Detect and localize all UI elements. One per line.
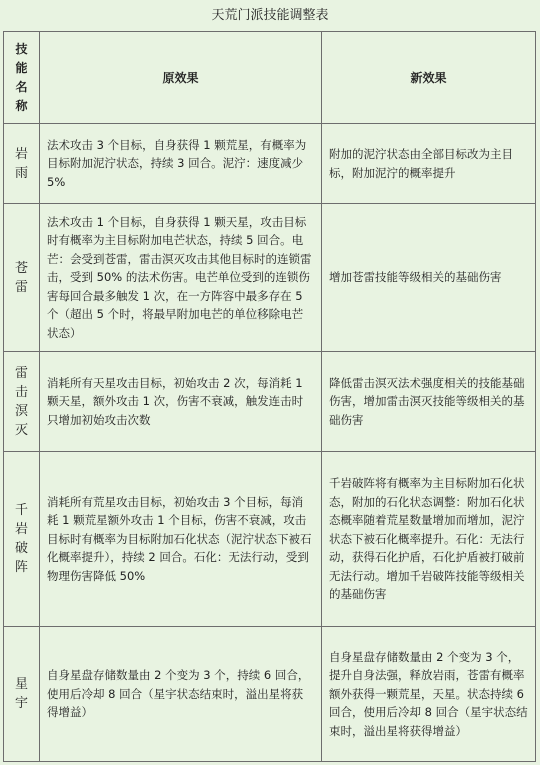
new-effect: 附加的泥泞状态由全部目标改为主目标，附加泥泞的概率提升 bbox=[322, 124, 536, 204]
header-new-effect: 新效果 bbox=[322, 32, 536, 124]
table-row bbox=[4, 452, 536, 627]
original-effect: 消耗所有天星攻击目标，初始攻击 2 次，每消耗 1 颗天星，额外攻击 1 次，伤害不衰减，触发连击时只增加初始攻击次数 bbox=[40, 352, 322, 452]
original-effect: 自身星盘存储数量由 2 个变为 3 个，持续 6 回合，使用后冷却 8 回合（星宇状态结束时，溢出星将获得增益） bbox=[40, 627, 322, 762]
skill-adjustment-table bbox=[3, 31, 536, 762]
new-effect: 降低雷击溟灭法术强度相关的技能基础伤害，增加雷击溟灭技能等级相关的基础伤害 bbox=[322, 352, 536, 452]
table-row bbox=[4, 352, 536, 452]
new-effect: 增加苍雷技能等级相关的基础伤害 bbox=[322, 204, 536, 352]
new-effect: 自身星盘存储数量由 2 个变为 3 个，提升自身法强，释放岩雨，苍雷有概率额外获得一颗荒星，天星。状态持续 6 回合，使用后冷却 8 回合（星宇状态结束时，溢出星将获得增益） bbox=[322, 627, 536, 762]
table-title: 天荒门派技能调整表 bbox=[211, 8, 329, 23]
skill-name: 苍雷 bbox=[4, 204, 40, 352]
original-effect: 消耗所有荒星攻击目标，初始攻击 3 个目标，每消耗 1 颗荒星额外攻击 1 个目标，伤害不衰减，攻击目标时有概率为目标附加石化状态（泥泞状态下被石化概率提升），持续 2 回合。石化：无法行动，受到物理伤害降低 50% bbox=[40, 452, 322, 627]
table-row bbox=[4, 204, 536, 352]
skill-name: 星宇 bbox=[4, 627, 40, 762]
table-row bbox=[4, 627, 536, 762]
header-skill-name: 技能名称 bbox=[4, 32, 40, 124]
table-row bbox=[4, 124, 536, 204]
header-row bbox=[4, 32, 536, 124]
original-effect: 法术攻击 1 个目标，自身获得 1 颗天星，攻击目标时有概率为主目标附加电芒状态，持续 5 回合。电芒：会受到苍雷，雷击溟灭攻击其他目标时的连锁雷击，受到 50% 的法术伤害。电芒单位受到的连锁伤害每回合最多触发 1 次，在一方阵容中最多存在 5 个（超出 5 个时，将最早附加电芒的单位移除电芒状态） bbox=[40, 204, 322, 352]
skill-name: 千岩破阵 bbox=[4, 452, 40, 627]
original-effect: 法术攻击 3 个目标，自身获得 1 颗荒星，有概率为目标附加泥泞状态，持续 3 回合。泥泞：速度减少 5% bbox=[40, 124, 322, 204]
header-original-effect: 原效果 bbox=[40, 32, 322, 124]
skill-name: 岩雨 bbox=[4, 124, 40, 204]
new-effect: 千岩破阵将有概率为主目标附加石化状态，附加的石化状态调整：附加石化状态概率随着荒星数量增加而增加，泥泞状态下被石化概率提升。石化：无法行动，获得石化护盾，石化护盾被打破前无法行动。增加千岩破阵技能等级相关的基础伤害 bbox=[322, 452, 536, 627]
skill-name: 雷击溟灭 bbox=[4, 352, 40, 452]
